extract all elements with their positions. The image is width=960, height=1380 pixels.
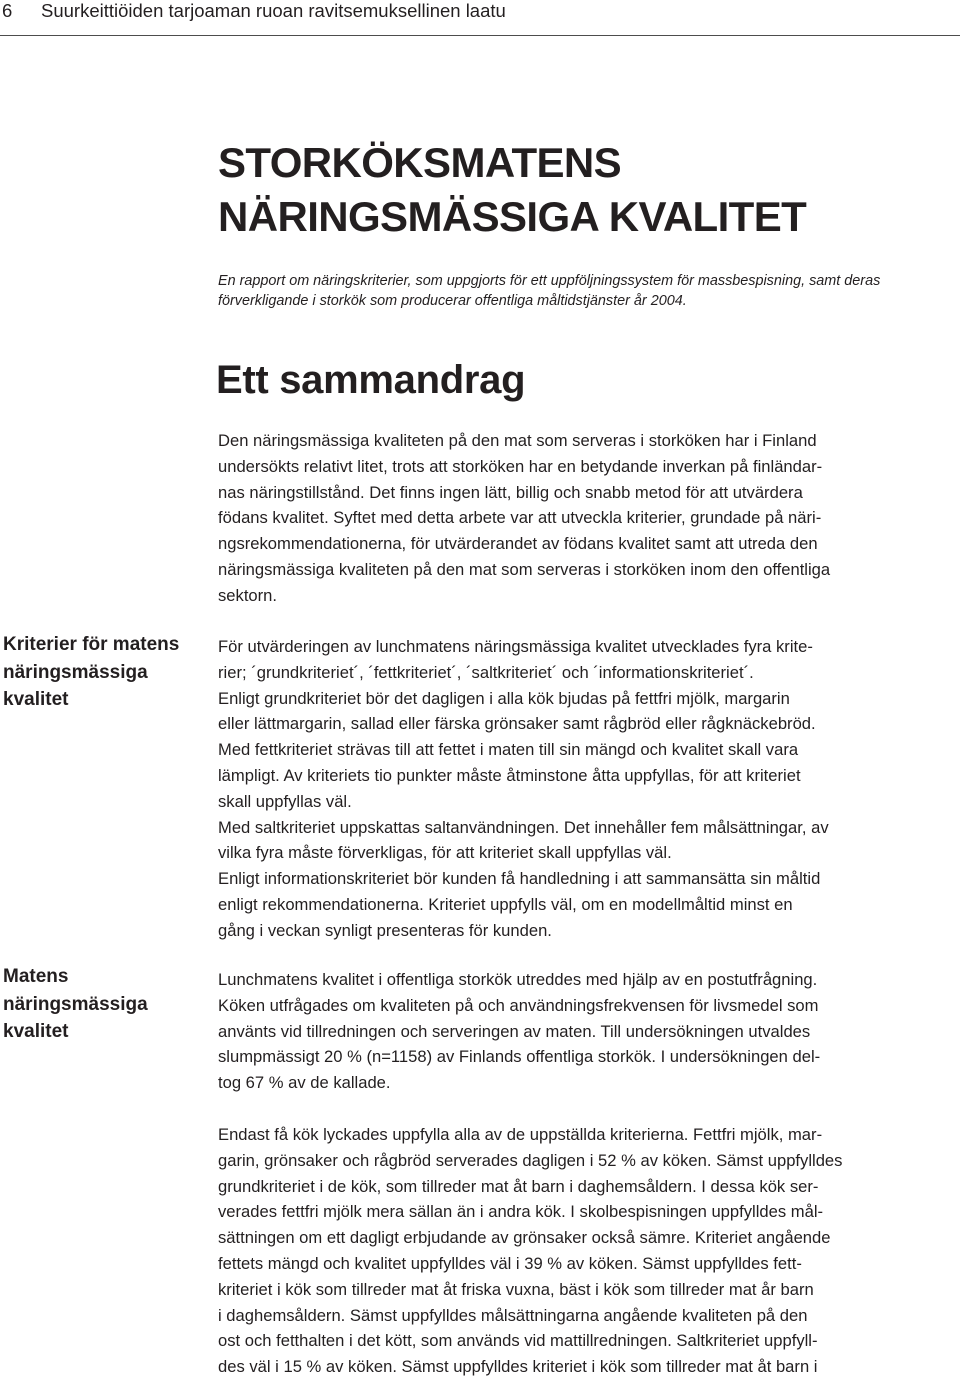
page-header	[0, 0, 960, 36]
running-title: Suurkeittiöiden tarjoaman ruoan ravitsemuksellinen laatu	[41, 0, 506, 21]
body-line: enligt rekommendationerna. Kriteriet uppfylls väl, om en modellmåltid minst en	[218, 894, 793, 914]
body-line: des väl i 15 % av köken. Sämst uppfylldes kriteriet i kök som tillreder mat åt barn i	[218, 1357, 818, 1377]
body-line: ost och fetthalten i det kött, som används vid mattillredningen. Saltkriteriet uppfyll-	[218, 1331, 818, 1351]
summary-paragraph	[218, 428, 958, 609]
body-line: näringsmässiga kvaliteten på den mat som serveras i storköken inom den offentliga	[218, 559, 831, 579]
body-line: Med fettkriteriet strävas till att fettet i maten till sin mängd och kvalitet skall vara	[218, 740, 799, 760]
body-line: nas näringstillstånd. Det finns ingen lätt, billig och snabb metod för att utvärdera	[218, 482, 803, 502]
body-line: födans kvalitet. Syftet med detta arbete var att utveckla kriterier, grundade på näri-	[218, 508, 822, 528]
body-line: Enligt grundkriteriet bör det dagligen i alla kök bjudas på fettfri mjölk, margarin	[218, 688, 790, 708]
body-line: Enligt informationskriteriet bör kunden få handledning i att sammansätta sin måltid	[218, 869, 821, 889]
criteria-paragraph	[218, 634, 958, 944]
quality-side-heading	[3, 963, 208, 1046]
body-line: gång i veckan synligt presenteras för kunden.	[218, 920, 552, 940]
body-line: tog 67 % av de kallade.	[218, 1073, 391, 1093]
subtitle-line: förverkligande i storkök som producerar offentliga måltidstjänster år 2004.	[218, 293, 687, 309]
body-line: kriteriet i kök som tillreder mat åt friska vuxna, bäst i kök som tillreder mat år barn	[218, 1279, 814, 1299]
body-line: verades fettfri mjölk mera sällan än i andra kök. I skolbespisningen uppfylldes mål-	[218, 1202, 824, 1222]
body-line: använts vid tillredningen och serveringen av maten. Till undersökningen utvaldes	[218, 1021, 811, 1041]
body-line: Köken utfrågades om kvaliteten på och användningsfrekvensen för livsmedel som	[218, 995, 819, 1015]
body-line: rier; ´grundkriteriet´, ´fettkriteriet´, ´saltkriteriet´ och ´informationskriteriet´.	[218, 662, 754, 682]
side-heading-line: kvalitet	[3, 1021, 69, 1042]
report-subtitle	[218, 271, 953, 311]
side-heading-line: näringsmässiga	[3, 661, 148, 683]
report-title-line: STORKÖKSMATENS	[218, 139, 622, 186]
body-line: Lunchmatens kvalitet i offentliga storkök utreddes med hjälp av en postutfrågning.	[218, 970, 818, 989]
side-heading-line: näringsmässiga	[3, 993, 148, 1015]
body-line: garin, grönsaker och rågbröd serverades dagligen i 52 % av köken. Sämst uppfylldes	[218, 1150, 843, 1170]
side-heading-line: Kriterier för matens	[3, 634, 180, 655]
report-title	[218, 136, 806, 244]
results-paragraph	[218, 1122, 958, 1380]
criteria-side-heading	[3, 631, 208, 714]
body-line: grundkriteriet i de kök, som tillreder mat åt barn i daghemsåldern. I dessa kök ser-	[218, 1176, 819, 1196]
body-line: Endast få kök lyckades uppfylla alla av de uppställda kriterierna. Fettfri mjölk, mar-	[218, 1125, 823, 1144]
body-line: i daghemsåldern. Sämst uppfylldes målsättningarna angående kvaliteten på den	[218, 1305, 808, 1325]
body-line: slumpmässigt 20 % (n=1158) av Finlands offentliga storkök. I undersökningen del-	[218, 1047, 821, 1067]
body-line: sättningen om ett dagligt erbjudande av grönsaker också sämre. Kriteriet angående	[218, 1228, 831, 1248]
body-line: ngsrekommendationerna, för utvärderandet av födans kvalitet samt att utreda den	[218, 534, 818, 554]
body-line: För utvärderingen av lunchmatens näringsmässiga kvalitet utvecklades fyra krite-	[218, 637, 813, 656]
body-line: eller lättmargarin, sallad eller färska grönsaker samt rågbröd eller rågknäckebröd.	[218, 714, 816, 734]
header-rule	[0, 35, 960, 36]
summary-heading: Ett sammandrag	[216, 358, 526, 402]
body-line: lämpligt. Av kriteriets tio punkter måste åtminstone åtta uppfyllas, för att kriteriet	[218, 765, 801, 785]
subtitle-line: En rapport om näringskriterier, som uppgjorts för ett uppföljningssystem för massbespisning, samt deras	[218, 273, 881, 289]
report-title-line: NÄRINGSMÄSSIGA KVALITET	[218, 193, 807, 240]
page-number: 6	[2, 0, 13, 21]
body-line: Den näringsmässiga kvaliteten på den mat som serveras i storköken har i Finland	[218, 431, 817, 450]
side-heading-line: kvalitet	[3, 689, 69, 710]
body-line: fettets mängd och kvalitet uppfylldes väl i 39 % av köken. Sämst uppfylldes fett-	[218, 1253, 802, 1273]
body-line: sektorn.	[218, 585, 278, 605]
body-line: vilka fyra måste förverkligas, för att kriteriet skall uppfyllas väl.	[218, 843, 672, 863]
quality-paragraph	[218, 967, 958, 1096]
body-line: Med saltkriteriet uppskattas saltanvändningen. Det innehåller fem målsättningar, av	[218, 817, 829, 837]
body-line: undersökts relativt litet, trots att storköken har en betydande inverkan på finländar-	[218, 456, 823, 476]
side-heading-line: Matens	[3, 966, 69, 987]
body-line: skall uppfyllas väl.	[218, 791, 352, 811]
